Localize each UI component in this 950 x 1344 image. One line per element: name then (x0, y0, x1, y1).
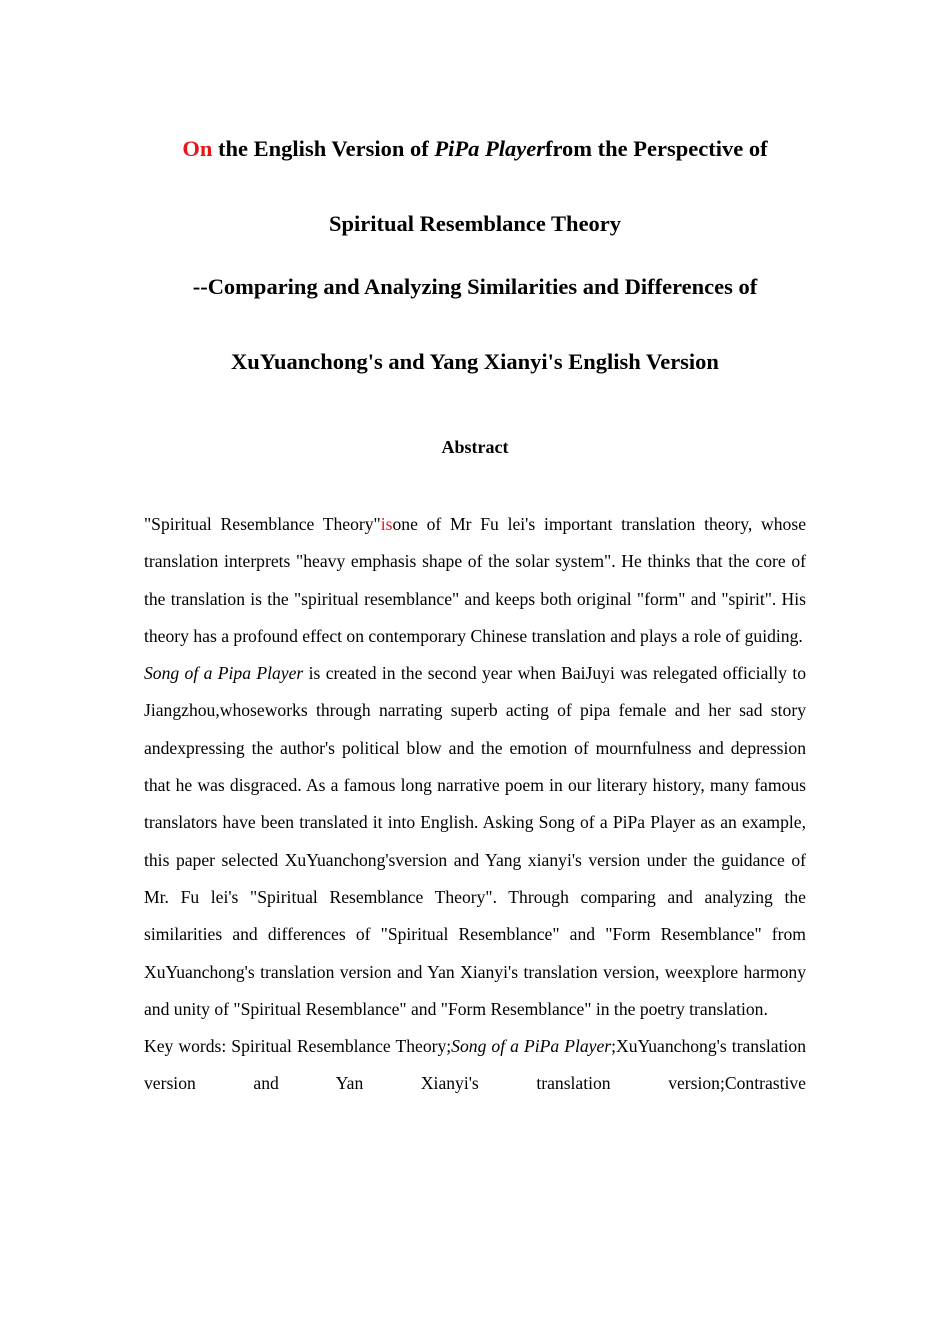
subtitle-line-1: --Comparing and Analyzing Similarities and Differences of (192, 274, 758, 299)
title-italic-work: PiPa Player (434, 136, 545, 161)
title-line-2: Spiritual Resemblance Theory (328, 211, 622, 236)
title-text-b: from the Perspective of (544, 136, 768, 161)
para2-text: is created in the second year when BaiJuyi was relegated officially to Jiangzhou,whoseworks through narrating superb acting of pipa female and her sad story andexpressing the author's political blow and the emotion of mournfulness and depression that he was disgraced. As a famous long narrative poem in our literary history, many famous translators have been translated it into English. Asking Song of a PiPa Player as an example, this paper selected XuYuanchong'sversion and Yang xianyi's version under the guidance of Mr. Fu lei's "Spiritual Resemblance Theory". Through comparing and analyzing the similarities and differences of "Spiritual Resemblance" and "Form Resemblance" from XuYuanchong's translation version and Yan Xianyi's translation version, weexplore harmony and unity of "Spiritual Resemblance" and "Form Resemblance" in the poetry translation. (144, 663, 807, 1019)
keywords-suffix: ;XuYuanchong's translation version and Yan Xianyi's translation version;Contrastive (144, 1036, 806, 1094)
abstract-heading: Abstract (441, 437, 509, 457)
title-line-1 (0, 136, 950, 162)
title-text-a: the English Version of (212, 136, 435, 161)
keywords-italic: Song of a PiPa Player (451, 1036, 612, 1057)
subtitle-line-2: XuYuanchong's and Yang Xianyi's English Version (231, 349, 719, 374)
para1-highlight: is (380, 514, 393, 534)
para1-text-a: "Spiritual Resemblance Theory" (144, 514, 381, 534)
abstract-body (144, 506, 806, 1103)
keywords-prefix: Key words: Spiritual Resemblance Theory; (144, 1036, 452, 1057)
title-first-word: On (182, 136, 213, 161)
para2-italic-title: Song of a Pipa Player (144, 663, 304, 684)
para1-text-b: one of Mr Fu lei's important translation theory, whose translation interprets "heavy emphasis shape of the solar system". He thinks that the core of the translation is the "spiritual resemblance" and keeps both original "form" and "spirit". His theory has a profound effect on contemporary Chinese translation and plays a role of guiding. (144, 514, 806, 646)
abstract-paragraph-1 (144, 506, 806, 655)
abstract-paragraph-2 (144, 655, 806, 1028)
keywords-paragraph (144, 1028, 806, 1103)
